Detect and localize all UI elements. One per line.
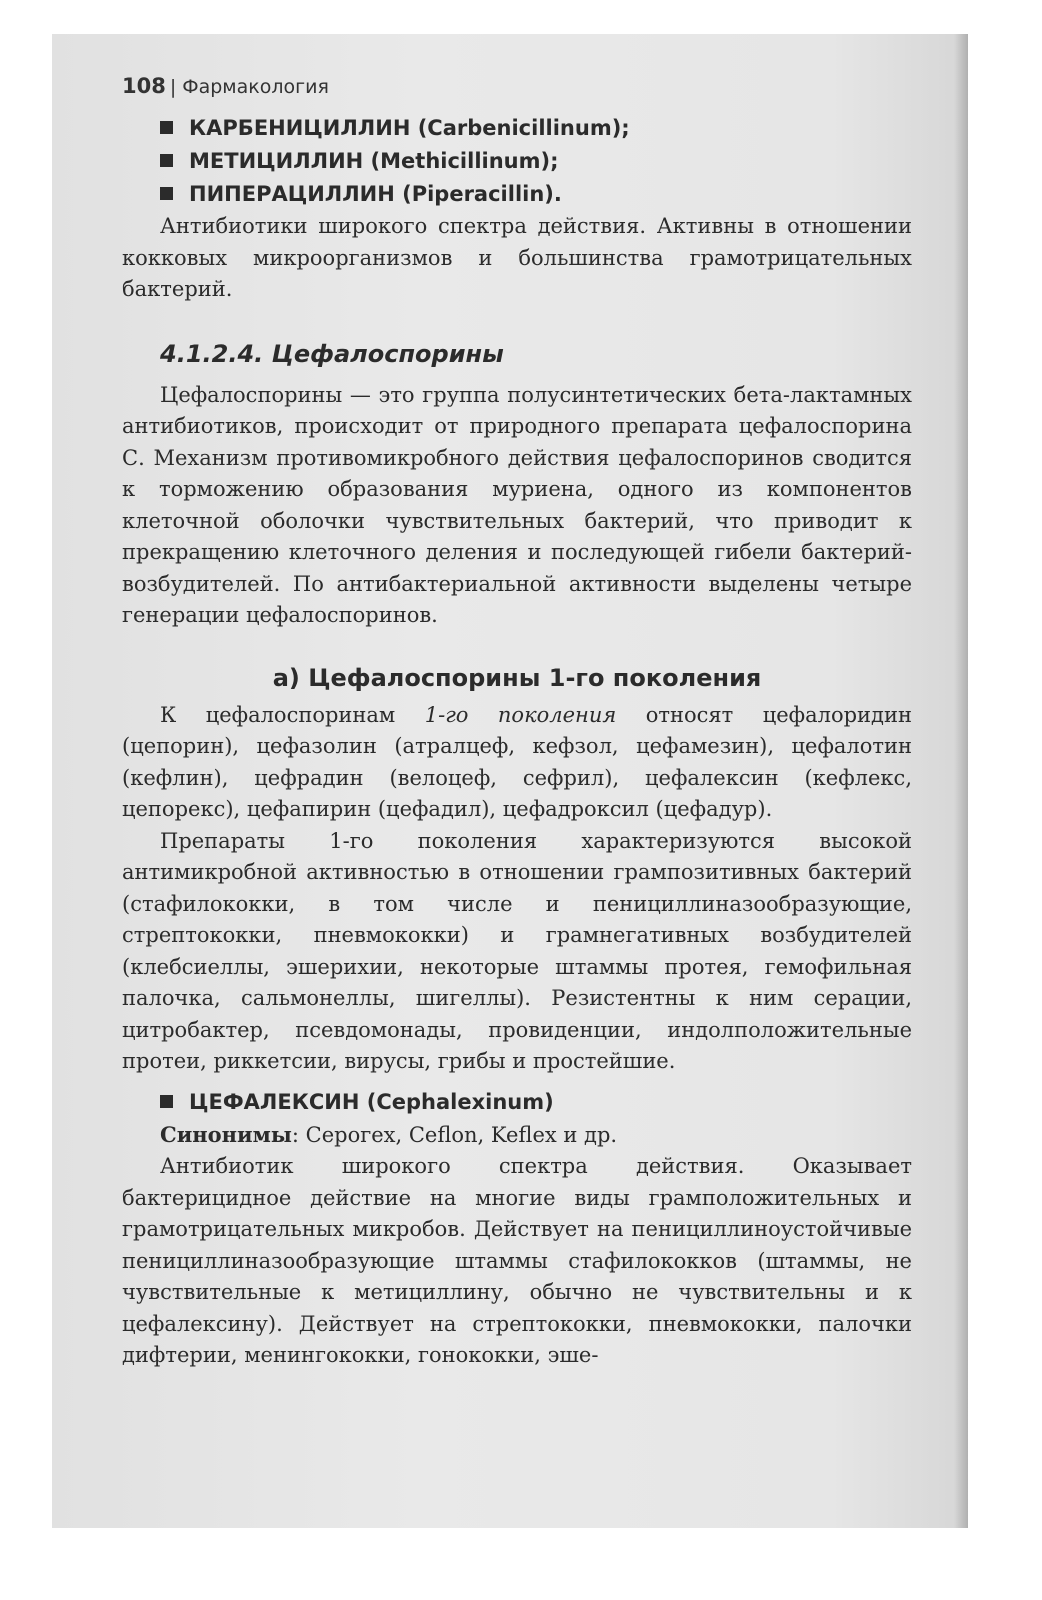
- synonyms-value: : Серогех, Ceflon, Keflex и др.: [291, 1122, 618, 1147]
- page-number: 108: [122, 74, 166, 98]
- drug-name: КАРБЕНИЦИЛЛИН (Carbenicillinum);: [189, 116, 630, 140]
- square-bullet-icon: [160, 187, 173, 200]
- synonyms-line: [160, 1119, 912, 1152]
- drug-name: ЦЕФАЛЕКСИН (Cephalexinum): [189, 1089, 554, 1114]
- text-run: относят цефалоридин (цепорин), цефазолин (атралцеф, кефзол, цефамезин), цефалотин (кефлин), цефрадин (велоцеф, сефрил), цефалексин (кефлекс, цепорекс), цефапирин (цефадил), цефадроксил (цефадур).: [122, 702, 912, 821]
- text-run: К цефалоспоринам: [160, 702, 425, 727]
- square-bullet-icon: [160, 121, 173, 134]
- drug-item: [160, 145, 912, 178]
- paragraph-cephalexin: Антибиотик широкого спектра действия. Оказывает бактерицидное действие на многие виды грамположительных и грамотрицательных микробов. Действует на пенициллиноустойчивые пенициллиназообразующие штаммы стафилококков (штаммы, не чувствительные к метициллину, обычно не чувствительны и к цефалексину). Действует на стрептококки, пневмококки, палочки дифтерии, менингококки, гонококки, эше-: [122, 1154, 912, 1367]
- paragraph-cephalosporins: Цефалоспорины — это группа полусинтетических бета-лактамных антибиотиков, происходит от природного препарата цефалоспорина С. Механизм противомикробного действия цефалоспоринов сводится к торможению образования муриена, одного из компонентов клеточной оболочки чувствительных бактерий, что приводит к прекращению клеточного деления и последующей гибели бактерий-возбудителей. По антибактериальной активности выделены четыре генерации цефалоспоринов.: [122, 382, 912, 627]
- italic-term: 1-го поколения: [424, 702, 617, 727]
- drug-item: [160, 1086, 912, 1119]
- drug-item: [160, 178, 912, 211]
- paragraph-generation1-list: [122, 700, 912, 826]
- synonyms-label: Синонимы: [160, 1121, 292, 1147]
- drug-name: МЕТИЦИЛЛИН (Methicillinum);: [189, 149, 559, 173]
- square-bullet-icon: [160, 154, 173, 167]
- square-bullet-icon: [160, 1095, 173, 1108]
- page-content: [122, 74, 912, 1372]
- running-header: [122, 74, 912, 98]
- section-heading: 4.1.2.4. Цефалоспорины: [160, 339, 504, 368]
- drug-name: ПИПЕРАЦИЛЛИН (Piperacillin).: [189, 182, 562, 206]
- book-page: [52, 34, 968, 1528]
- paragraph-generation1-activity: Препараты 1-го поколения характеризуются высокой антимикробной активностью в отношении грампозитивных бактерий (стафилококки, в том числе и пенициллиназообразующие, стрептококки, пневмококки) и грамнегативных возбудителей (клебсиеллы, эшерихии, некоторые штаммы протея, гемофильная палочка, сальмонеллы, шигеллы). Резистентны к ним серации, цитробактер, псевдомонады, провиденции, индолположительные протеи, риккетсии, вирусы, грибы и простейшие.: [122, 828, 912, 1073]
- header-separator: |: [169, 76, 177, 98]
- paragraph-antibiotics: Антибиотики широкого спектра действия. Активны в отношении кокковых микроорганизмов и большинства грамотрицательных бактерий.: [122, 214, 912, 301]
- running-title: Фармакология: [182, 76, 329, 98]
- subsection-heading: а) Цефалоспорины 1-го поколения: [272, 663, 762, 692]
- drug-item: [160, 112, 912, 145]
